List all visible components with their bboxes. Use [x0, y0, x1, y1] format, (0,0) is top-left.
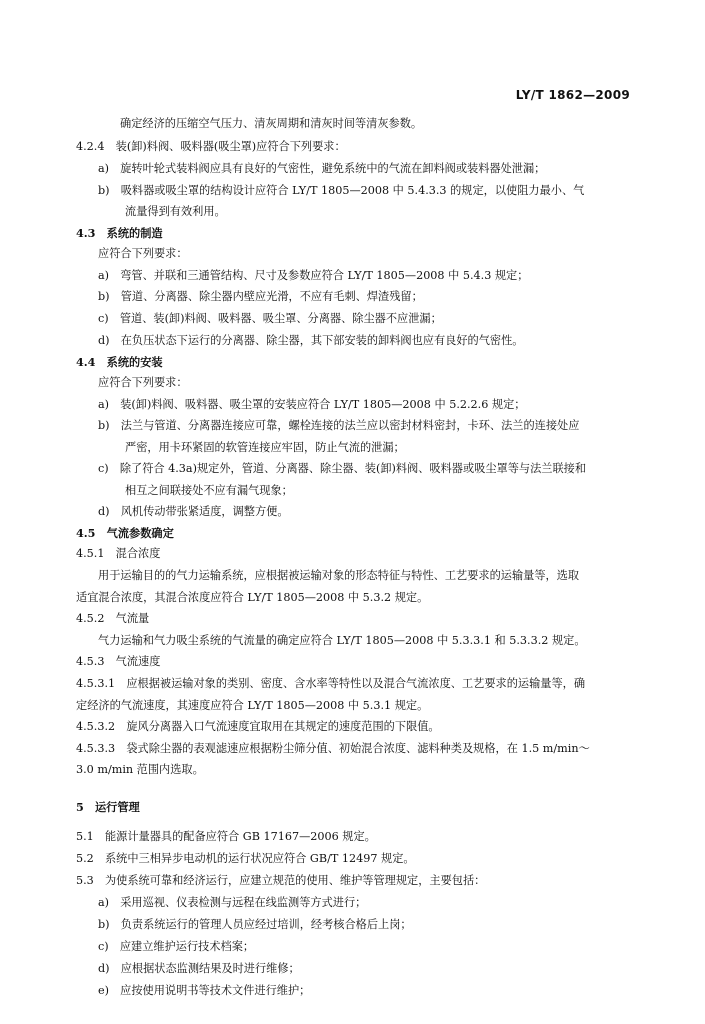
standard-number-header: LY/T 1862—2009: [515, 88, 630, 102]
text-line: d) 风机传动带张紧适度，调整方便。: [98, 505, 289, 518]
text-line: 5.3 为使系统可靠和经济运行，应建立规范的使用、维护等管理规定，主要包括：: [76, 874, 486, 887]
text-line: 应符合下列要求：: [98, 247, 188, 260]
text-line: b) 管道、分离器、除尘器内壁应光滑，不应有毛刺、焊渣残留；: [98, 290, 423, 303]
text-line: c) 应建立维护运行技术档案；: [98, 940, 255, 953]
text-line: 应符合下列要求：: [98, 376, 188, 389]
text-line: 相互之间联接处不应有漏气现象；: [125, 484, 293, 497]
text-line: b) 负责系统运行的管理人员应经过培训，经考核合格后上岗；: [98, 918, 412, 931]
text-line: d) 在负压状态下运行的分离器、除尘器，其下部安装的卸料阀也应有良好的气密性。: [98, 334, 524, 347]
text-line: 用于运输目的的气力运输系统，应根据被运输对象的形态特征与特性、工艺要求的运输量等，选取: [98, 569, 580, 582]
text-line: 4.5.3.1 应根据被运输对象的类别、密度、含水率等特性以及混合气流浓度、工艺要求的运输量等，确: [76, 677, 586, 690]
text-line: a) 弯管、并联和三通管结构、尺寸及参数应符合 LY/T 1805—2008 中 5.4.3 规定；: [98, 269, 529, 282]
text-line: 适宜混合浓度，其混合浓度应符合 LY/T 1805—2008 中 5.3.2 规定。: [76, 591, 429, 604]
text-line: b) 法兰与管道、分离器连接应可靠，螺栓连接的法兰应以密封材料密封，卡环、法兰的连接处应: [98, 419, 580, 432]
text-line: 确定经济的压缩空气压力、清灰周期和清灰时间等清灰参数。: [120, 117, 423, 130]
text-line: c) 除了符合 4.3a)规定外，管道、分离器、除尘器、装(卸)料阀、吸料器或吸尘罩等与法兰联接和: [98, 462, 587, 475]
text-line: 4.2.4 装(卸)料阀、吸料器(吸尘罩)应符合下列要求：: [76, 140, 346, 153]
text-line: 气力运输和气力吸尘系统的气流量的确定应符合 LY/T 1805—2008 中 5.3.3.1 和 5.3.3.2 规定。: [98, 634, 586, 647]
text-line: 4.5.3.2 旋风分离器入口气流速度宜取用在其规定的速度范围的下限值。: [76, 720, 440, 733]
text-line: 4.5.2 气流量: [76, 612, 150, 625]
section-heading: 4.3 系统的制造: [76, 226, 163, 240]
text-line: 5.1 能源计量器具的配备应符合 GB 17167—2006 规定。: [76, 830, 376, 843]
text-line: a) 旋转叶轮式装料阀应具有良好的气密性，避免系统中的气流在卸料阀或装料器处泄漏；: [98, 162, 546, 175]
text-line: e) 应按使用说明书等技术文件进行维护；: [98, 984, 311, 997]
text-line: 3.0 m/min 范围内选取。: [76, 763, 204, 776]
text-line: c) 管道、装(卸)料阀、吸料器、吸尘罩、分离器、除尘器不应泄漏；: [98, 312, 442, 325]
text-line: 5.2 系统中三相异步电动机的运行状况应符合 GB/T 12497 规定。: [76, 852, 415, 865]
text-line: 4.5.3 气流速度: [76, 655, 161, 668]
text-line: 4.5.1 混合浓度: [76, 547, 161, 560]
text-line: 严密，用卡环紧固的软管连接应牢固，防止气流的泄漏；: [125, 441, 405, 454]
text-line: a) 装(卸)料阀、吸料器、吸尘罩的安装应符合 LY/T 1805—2008 中 5.2.2.6 规定；: [98, 398, 526, 411]
text-line: d) 应根据状态监测结果及时进行维修；: [98, 962, 300, 975]
text-line: b) 吸料器或吸尘罩的结构设计应符合 LY/T 1805—2008 中 5.4.3.3 的规定，以使阻力最小、气: [98, 184, 585, 197]
section-heading: 4.5 气流参数确定: [76, 526, 174, 540]
text-line: 流量得到有效利用。: [125, 205, 226, 218]
text-line: 4.5.3.3 袋式除尘器的表观滤速应根据粉尘筛分值、初始混合浓度、滤料种类及规格，在 1.5 m/min～: [76, 742, 590, 755]
section-heading: 5 运行管理: [76, 800, 140, 814]
section-heading: 4.4 系统的安装: [76, 355, 163, 369]
text-line: 定经济的气流速度，其速度应符合 LY/T 1805—2008 中 5.3.1 规定。: [76, 699, 429, 712]
text-line: a) 采用巡视、仪表检测与远程在线监测等方式进行；: [98, 896, 367, 909]
